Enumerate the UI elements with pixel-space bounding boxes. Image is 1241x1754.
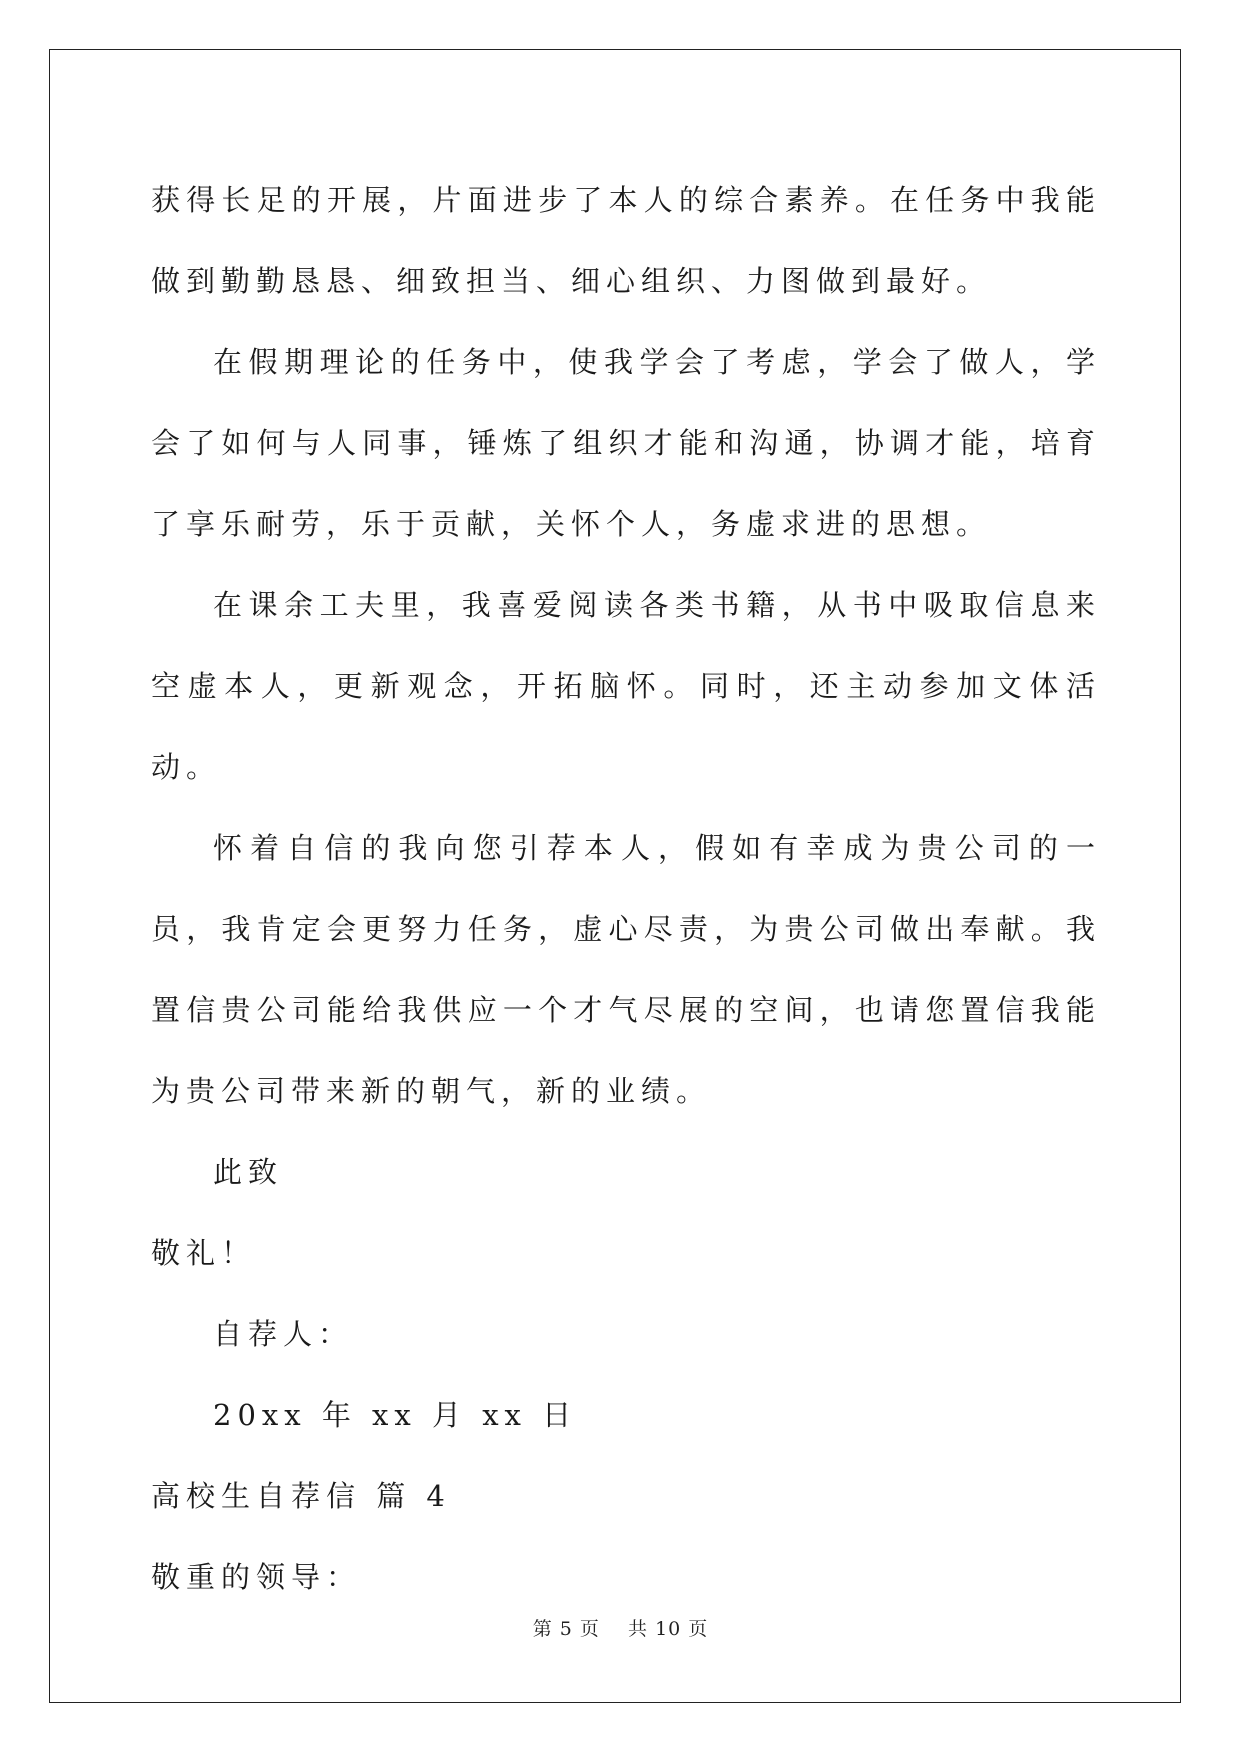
paragraph-3: 在课余工夫里，我喜爱阅读各类书籍，从书中吸取信息来空虚本人，更新观念，开拓脑怀。同时，还主动参加文体活动。: [151, 588, 1101, 784]
closing-salutation: 此致: [213, 1155, 284, 1189]
page-total: 共 10 页: [628, 1618, 709, 1640]
date-line: 20xx 年 xx 月 xx 日: [213, 1398, 578, 1432]
paragraph-1: 获得长足的开展，片面进步了本人的综合素养。在任务中我能做到勤勤恳恳、细致担当、细心组织、力图做到最好。: [151, 183, 1101, 298]
page-number: 第 5 页: [532, 1618, 600, 1640]
document-body: [151, 160, 1101, 1618]
signature-label: 自荐人：: [213, 1317, 354, 1351]
paragraph-2: 在假期理论的任务中，使我学会了考虑，学会了做人，学会了如何与人同事，锤炼了组织才能和沟通，协调才能，培育了享乐耐劳，乐于贡献，关怀个人，务虚求进的思想。: [151, 345, 1101, 541]
section-heading: 高校生自荐信 篇 4: [151, 1479, 451, 1513]
greeting: 敬重的领导：: [151, 1560, 362, 1594]
closing-respect: 敬礼！: [151, 1236, 257, 1270]
page-footer: [0, 1614, 1241, 1641]
paragraph-4: 怀着自信的我向您引荐本人，假如有幸成为贵公司的一员，我肯定会更努力任务，虚心尽责，为贵公司做出奉献。我置信贵公司能给我供应一个才气尽展的空间，也请您置信我能为贵公司带来新的朝气，新的业绩。: [151, 831, 1101, 1108]
